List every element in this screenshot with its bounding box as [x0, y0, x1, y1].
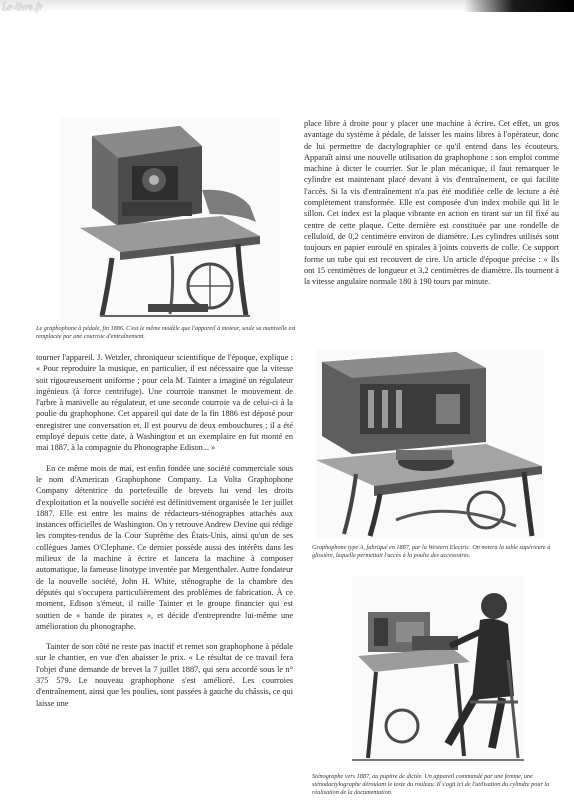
figure-1-caption: Le graphophone à pédale, fin 1886. C'est le même modèle que l'appareil à moteur, seule sa manivelle est remplacée par une courroie d'entraînement.	[36, 325, 296, 340]
left-paragraph-3: Tainter de son côté ne reste pas inactif et remet son graphophone à pédale sur le chantier, en vue d'en abaisser le prix. « Le résultat de ce travail fera l'objet d'une demande de brevet la 7 juillet 1887, qui sera accordé sous le n° 375 579. Le nouveau graphophone s'est amélioré. Les courroies d'entraînement, ainsi que les poulies, sont passées à gauche du châssis, ce qui laisse une	[36, 642, 293, 708]
graphophone-pedal-figure	[60, 118, 280, 323]
right-paragraph-1: place libre à droite pour y placer une machine à écrire. Cet effet, un gros avantage du système à pédale, de laisser les mains libres à l'opérateur, donc de lui permettre de dactylographier ce qu'il entend dans les écouteurs. Apparaît ainsi une nouvelle utilisation du graphophone : son emploi comme machine à dicter le courrier. Sur le plan mécanique, il faut remarquer le cylindre est maintenant placé devant à vis d'entraînement, ce qui facilite l'accès. Si la vis d'entraînement n'a pas été modifiée celle de lecture a été complètement transformée. Elle est composée d'un index mobile qui lit le sillon. Cet index est la plaque vibrante en action en tirant sur un fil fixé au centre de cette plaque. Cette dernière est constituée par une rondelle de celluloïd, de 0,2 centimètre environ de diamètre. Les cylindres utilisés sont toujours en papier enroulé en spirales à joints couverts de colle. Ce support forme un tube qui est recouvert de cire. Un article d'époque précise : « Ils ont 15 centimètres de longueur et 3,2 centimètres de diamètre. Ils tournent à la vitesse angulaire normale 180 à 190 tours par minute.	[304, 119, 559, 287]
graphophone-type-a-figure	[316, 350, 544, 538]
left-text-column	[36, 352, 293, 709]
left-paragraph-1: tourner l'appareil. J. Wetzler, chroniqueur scientifique de l'époque, explique : « Pour reproduire la musique, en particulier, il est nécessaire que la vitesse soit rigoureusement uniforme ; pour cela M. Tainter a imaginé un régulateur ingénieux (à force centrifuge). Une courroie transmet le mouvement de l'arbre à manivelle au régulateur, et une seconde courroie va de celui-ci à la poulie du graphophone. Cet appareil qui date de la fin 1886 est déposé pour enregistrer une conversation et. Il est pourvu de deux embouchures ; il a été employé depuis cette date, à Washington et un exemplaire en fut monté en mai 1887, à la compagnie du Phonographe Edison... »	[36, 353, 293, 453]
stenographer-engraving-icon	[352, 576, 524, 766]
figure-2-caption: Graphophone type A, fabriqué en 1887, par la Western Electric. On notera la table supérieure à glissière, laquelle permettait l'accès à la poulie des accessoires.	[312, 544, 551, 559]
figure-3-caption: Sténographe vers 1887, au pupitre de dictée. Un appareil commandé par une femme, une sténodactylographe déroulant le texte du rouleau. Il s'agit ici de l'utilisation du cylindre pour la réalisation de la documentation.	[312, 773, 550, 796]
page-top-shadow	[464, 0, 574, 12]
right-text-column	[304, 118, 559, 287]
left-paragraph-2: En ce même mois de mai, est enfin fondée une société commerciale sous le nom d'American Graphophone Company. La Volta Graphophone Company détentrice du portefeuille de brevets lui vend les droits d'exploitation et la nouvelle société est définitivement organisée le 1er juillet 1887. Elle est entre les mains de rédacteurs-sténographes attachés aux instances officielles de Washington. On y retrouve Andrew Devine qui rédige les comptes-rendus de la Cour Suprême des États-Unis, ainsi qu'un de ses collègues James O'Clephane. Ce dernier possède aussi des intérêts dans les milieux de la machine à écrire et lancera la machine à composer automatique, la fameuse linotype inventée par Mergenthaler. Autre fondateur de la nouvelle société, John H. White, sténographe de la chambre des députés qui s'occupera particulièrement des problèmes de fabrication. À ce moment, Edison s'émeut, il raille Tainter et le groupe financier qui est soutien de « bande de pirates », et décide d'entreprendre lui-même une amélioration du phonographe.	[36, 463, 293, 631]
graphophone-engraving-icon	[60, 118, 280, 323]
graphophone-cabinet-engraving-icon	[316, 350, 544, 538]
stenographer-figure	[352, 576, 524, 766]
watermark-text: Le-livre.fr	[2, 2, 43, 13]
